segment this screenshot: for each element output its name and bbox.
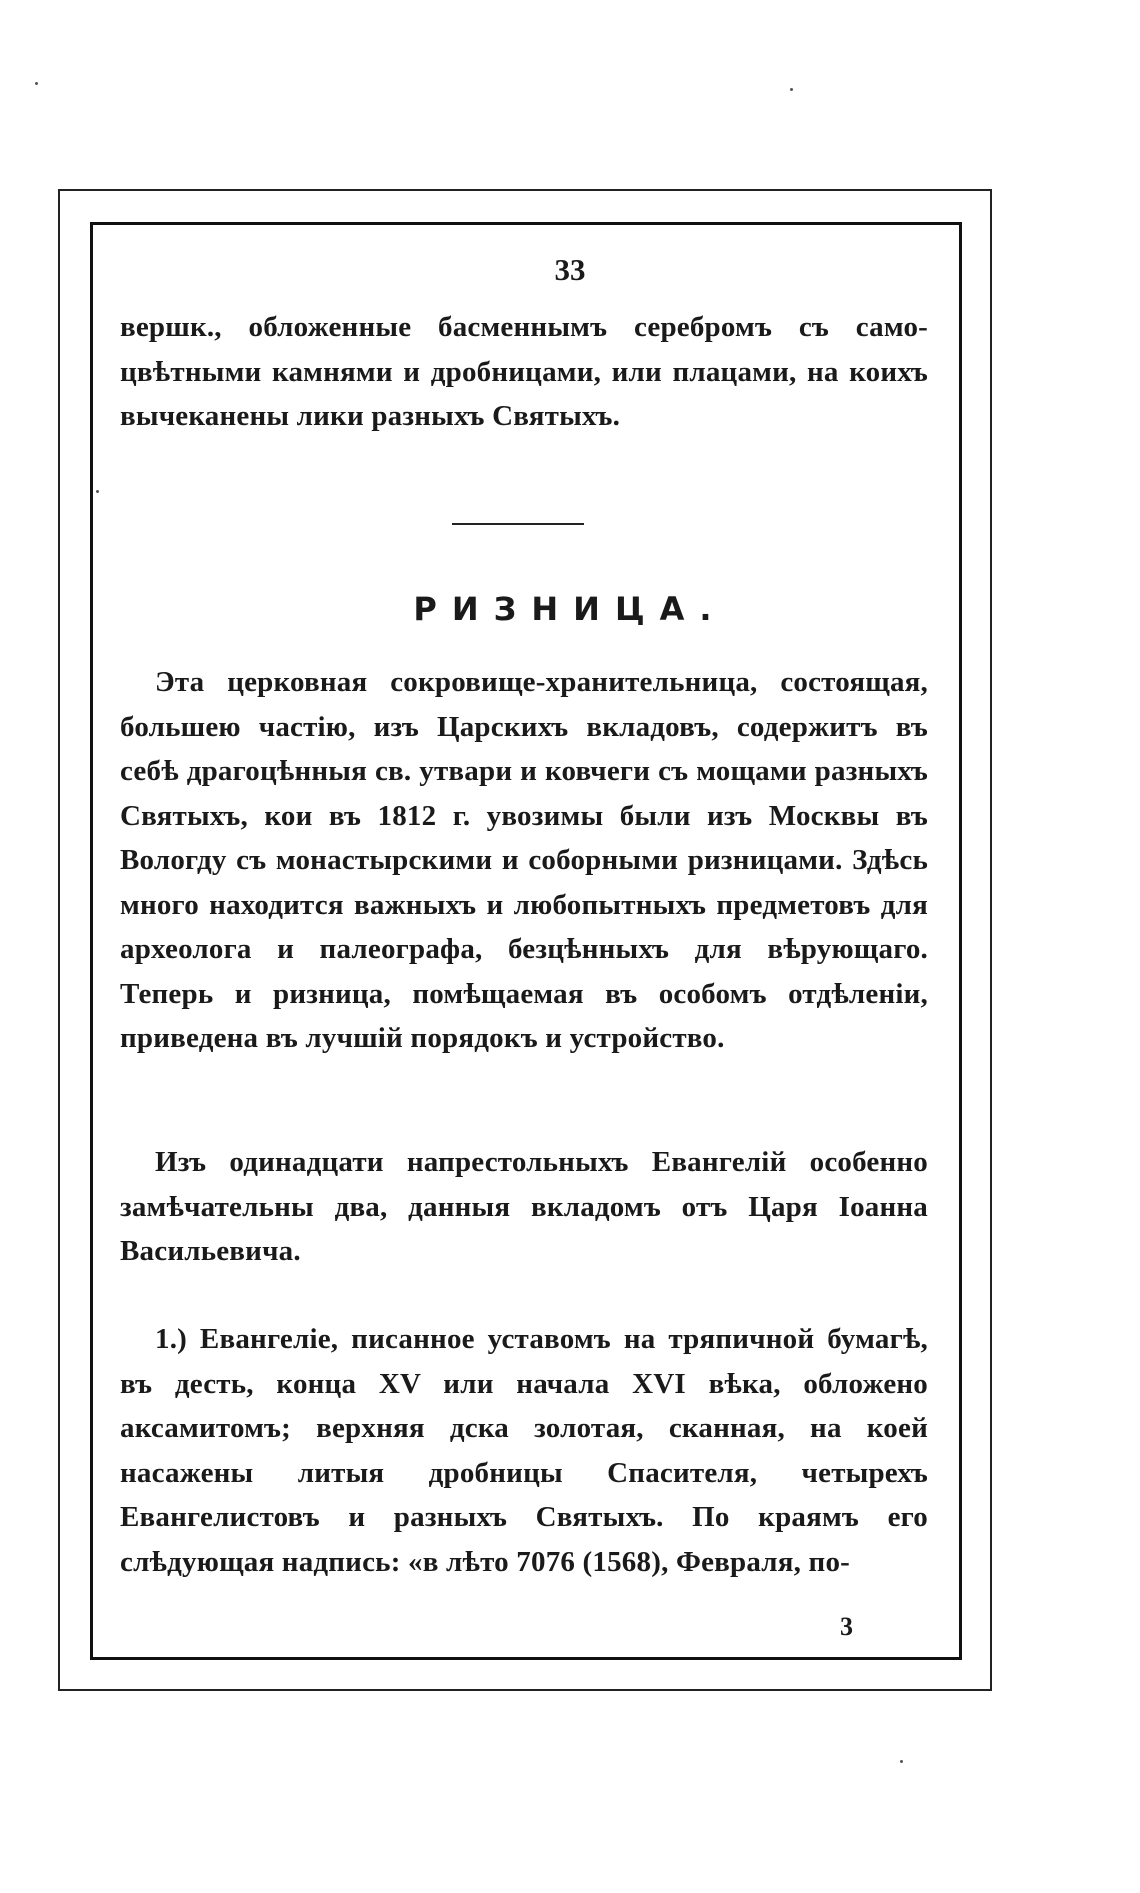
scan-speck (96, 490, 99, 493)
scan-speck (35, 82, 38, 85)
page-number: 33 (554, 252, 586, 287)
section-divider (452, 523, 584, 525)
scan-speck (790, 88, 793, 91)
opening-paragraph: вершк., обложенные басменнымъ серебромъ съ само-цвѣтными камнями и дробницами, или плацами, на коихъ вычеканены лики разныхъ Святыхъ. (120, 311, 928, 432)
signature-mark: 3 (840, 1612, 853, 1641)
paragraph-3-block (120, 1317, 928, 1584)
scan-speck (900, 1760, 903, 1763)
paragraph-2: Изъ одинадцати напрестольныхъ Евангелій особенно замѣчательны два, данныя вкладомъ отъ Царя Іоанна Васильевича. (120, 1146, 928, 1267)
opening-text-block (120, 305, 928, 439)
paragraph-1-block (120, 660, 928, 1061)
paragraph-3: 1.) Евангеліе, писанное уставомъ на тряпичной бумагѣ, въ десть, конца XV или начала XVI вѣка, обложено аксамитомъ; верхняя дска золотая, сканная, на коей насажены литыя дробницы Спасителя, четырехъ Евангелистовъ и разныхъ Святыхъ. По краямъ его слѣдующая надпись: «в лѣто 7076 (1568), Февраля, по- (120, 1323, 928, 1578)
section-heading: РИЗНИЦА. (413, 590, 727, 628)
paragraph-1: Эта церковная сокровище-хранительница, состоящая, большею частію, изъ Царскихъ вкладовъ, содержитъ въ себѣ драгоцѣнныя св. утвари и ковчеги съ мощами разныхъ Святыхъ, кои въ 1812 г. увозимы были изъ Москвы въ Вологду съ монастырскими и соборными ризницами. Здѣсь много находится важныхъ и любопытныхъ предметовъ для археолога и палеографа, безцѣнныхъ для вѣрующаго. Теперь и ризница, помѣщаемая въ особомъ отдѣленіи, приведена въ лучшій порядокъ и устройство. (120, 666, 928, 1054)
paragraph-2-block (120, 1140, 928, 1274)
